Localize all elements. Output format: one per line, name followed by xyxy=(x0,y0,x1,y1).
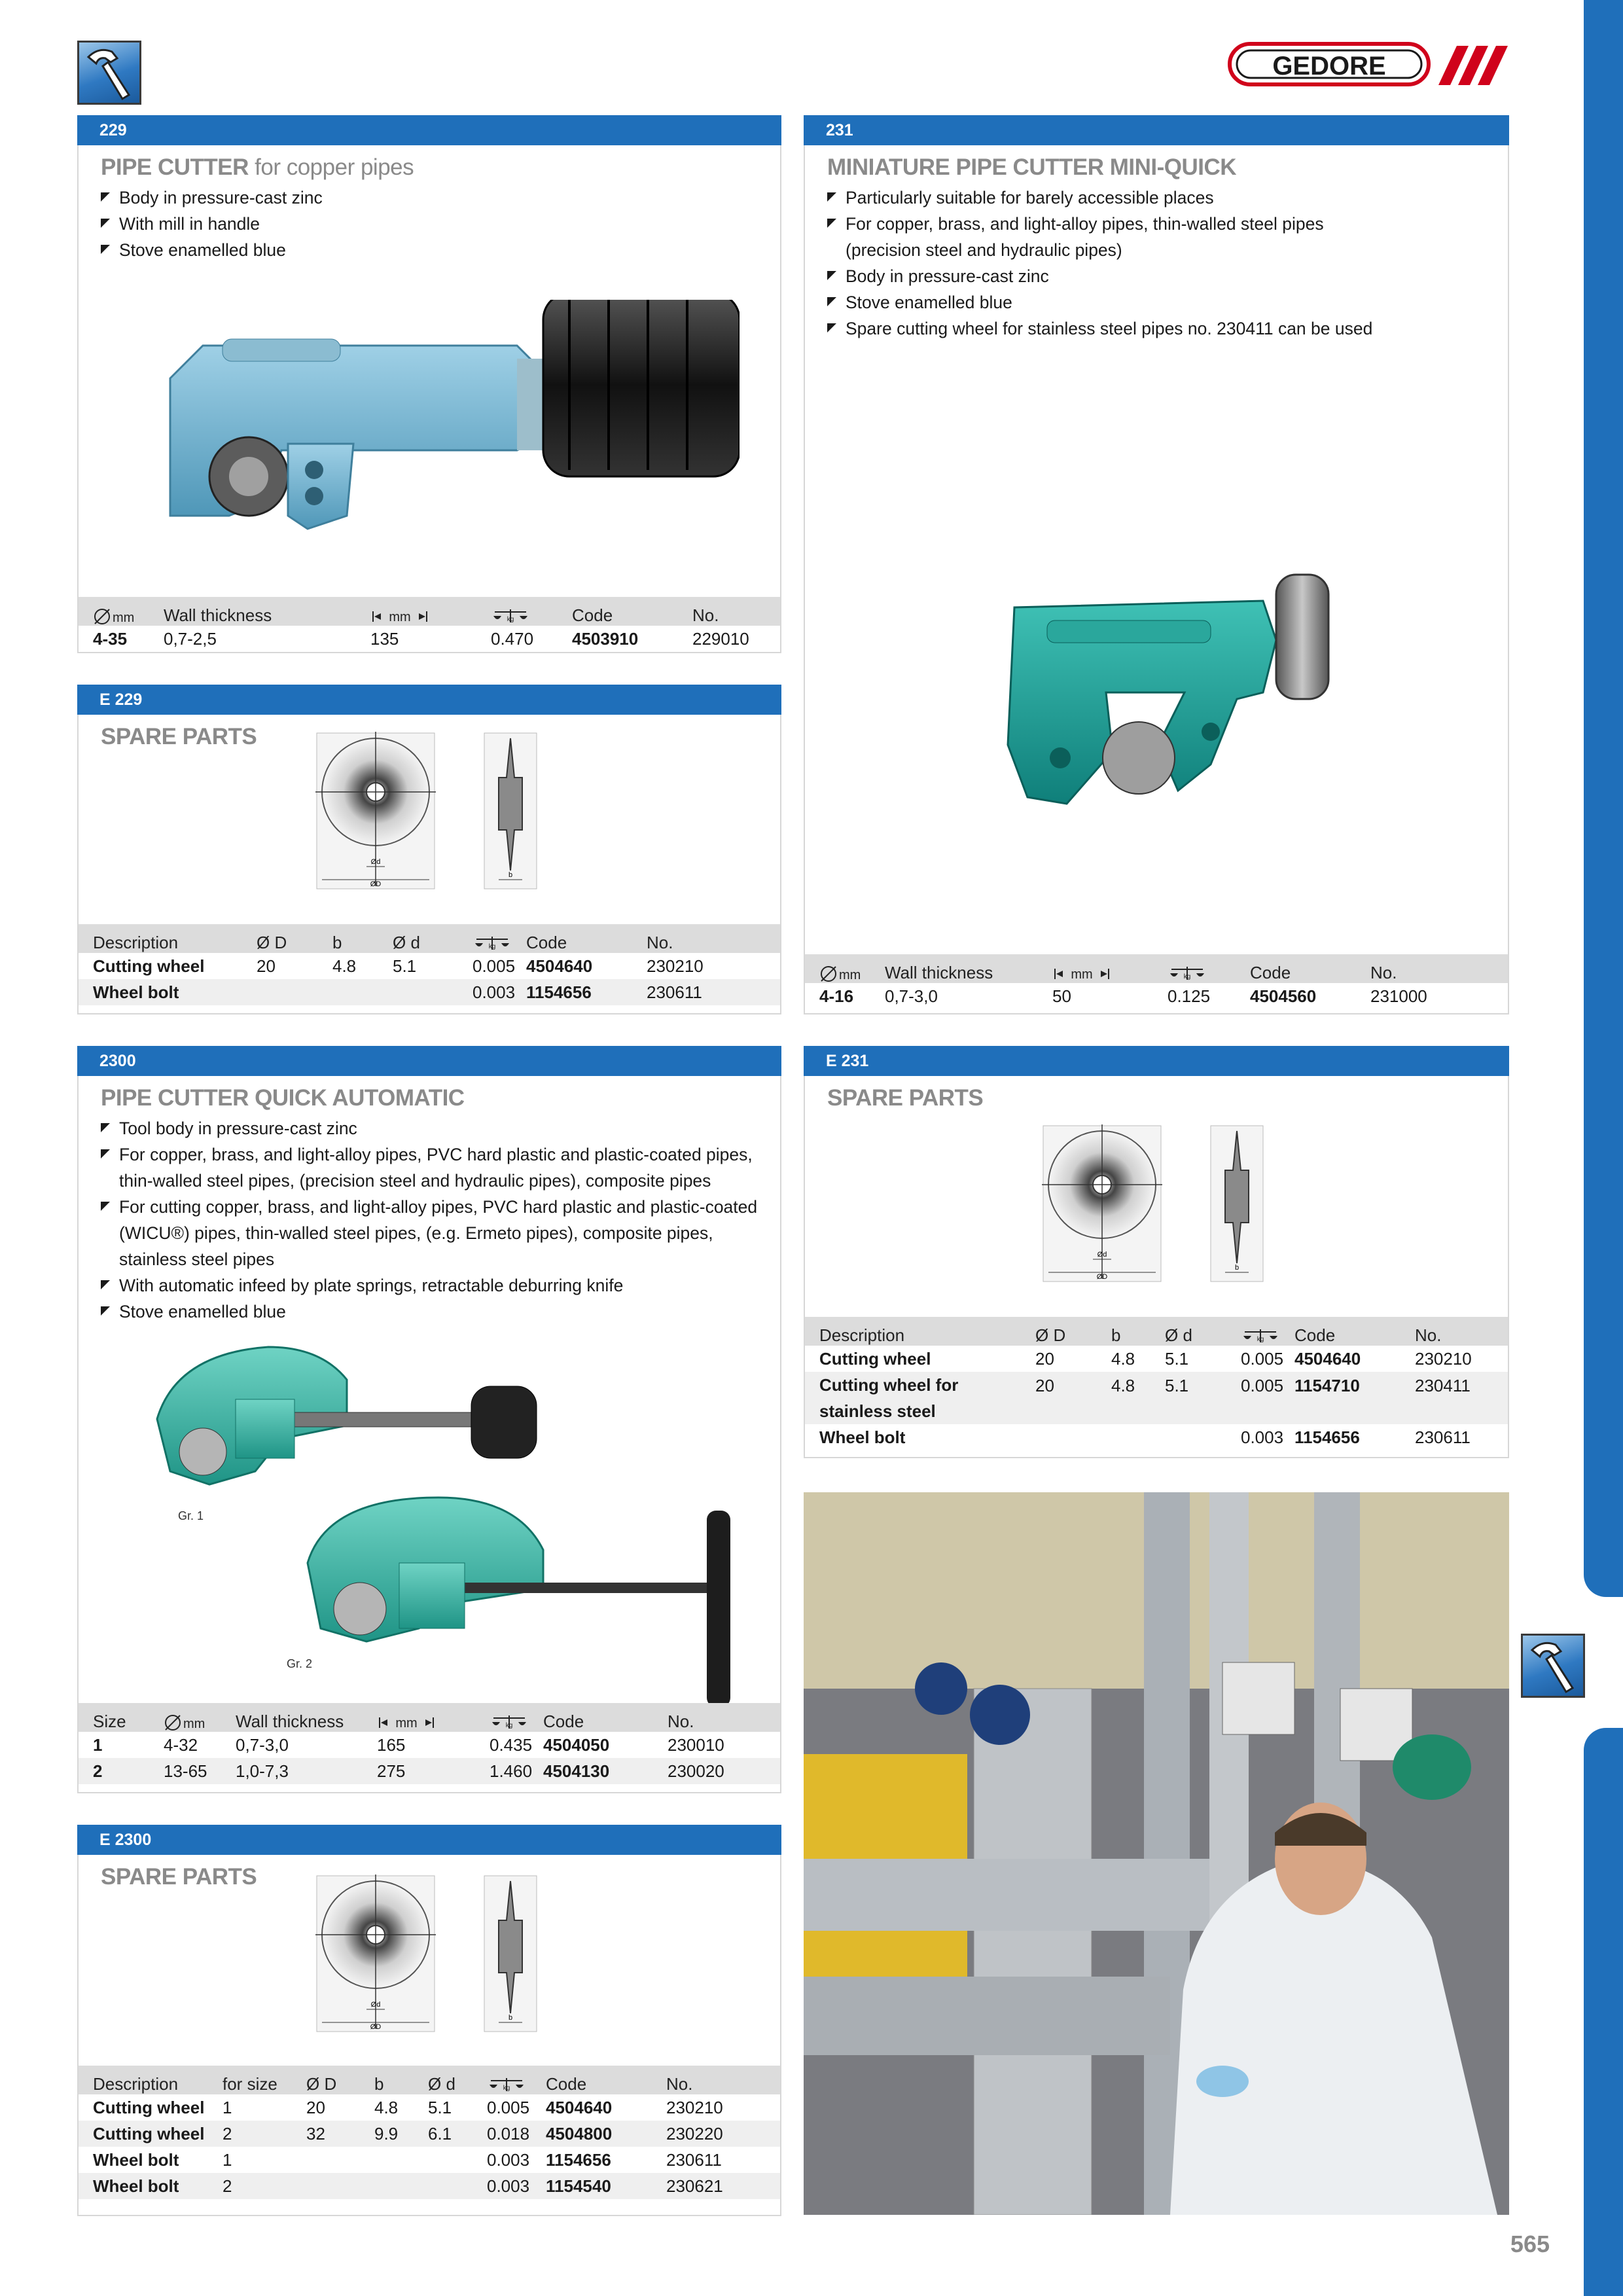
svg-text:b: b xyxy=(1234,1264,1240,1272)
weight-symbol xyxy=(1168,954,1250,983)
page-number: 565 xyxy=(1510,2231,1550,2257)
feature-item: For copper, brass, and light-alloy pipes, PVC hard plastic and plastic-coated pipes, thin-walled steel pipes, (precision steel and hydraulic pipes), composite pipes xyxy=(99,1141,767,1194)
cutting-wheel-diagram xyxy=(315,732,551,895)
svg-text:mm: mm xyxy=(183,1717,205,1731)
svg-text:mm: mm xyxy=(839,968,861,982)
svg-text:mm: mm xyxy=(1071,967,1093,982)
table-row: 4-35 0,7-2,5 135 0.470 4503910 229010 xyxy=(93,628,749,649)
weight-symbol xyxy=(487,2066,546,2094)
table-header: Size mm Wall thickness mm kg Code No. xyxy=(79,1703,780,1732)
product-card-2300 xyxy=(77,1046,781,1793)
product-card-229 xyxy=(77,115,781,653)
cutting-wheel-diagram xyxy=(1042,1124,1277,1288)
col-code: Code xyxy=(572,597,692,626)
spare-parts-card-e229 xyxy=(77,685,781,1014)
spare-parts-card-e2300 xyxy=(77,1825,781,2216)
spare-parts-table xyxy=(79,2066,780,2199)
weight-symbol xyxy=(490,1703,543,1732)
col-code: Code xyxy=(1250,954,1370,983)
feature-item: For cutting copper, brass, and light-alloy pipes, PVC hard plastic and plastic-coated (WICU®) pipes, thin-walled steel pipes, (e.g. Ermeto pipes), composite pipes, stainless steel pipes xyxy=(99,1194,767,1272)
table-row: Cutting wheel 20 4.8 5.1 0.005 4504640 230210 xyxy=(819,1348,1472,1369)
col-wall-thickness: Wall thickness xyxy=(164,597,370,626)
feature-item: Particularly suitable for barely accessible places xyxy=(826,185,1372,211)
feature-item: Body in pressure-cast zinc xyxy=(99,185,323,211)
feature-item: Spare cutting wheel for stainless steel pipes no. 230411 can be used xyxy=(826,315,1372,342)
section-title: SPARE PARTS xyxy=(827,1085,984,1111)
spec-table xyxy=(805,954,1508,1009)
svg-text:Ød: Ød xyxy=(370,2001,381,2009)
table-row: Cutting wheel 2 32 9.9 6.1 0.018 4504800 230220 xyxy=(79,2121,780,2147)
svg-text:b: b xyxy=(508,2014,513,2022)
svg-text:ØD: ØD xyxy=(1096,1273,1108,1281)
mini-pipe-cutter-231-image xyxy=(988,562,1355,836)
image-label-size-2: Gr. 2 xyxy=(287,1657,313,1670)
length-symbol xyxy=(370,597,491,626)
section-number: E 2300 xyxy=(77,1825,781,1855)
length-symbol xyxy=(377,1703,490,1732)
feature-item: With mill in handle xyxy=(99,211,323,237)
table-header xyxy=(805,954,1508,983)
product-title: PIPE CUTTER QUICK AUTOMATIC xyxy=(101,1085,465,1111)
svg-text:mm: mm xyxy=(395,1716,418,1731)
outer-diameter-symbol xyxy=(79,597,164,626)
section-number: E 231 xyxy=(804,1046,1509,1076)
section-number: 231 xyxy=(804,115,1509,145)
feature-list xyxy=(99,185,323,263)
spec-table xyxy=(79,597,780,652)
weight-symbol xyxy=(473,924,526,953)
section-number: 2300 xyxy=(77,1046,781,1076)
weight-symbol xyxy=(491,597,572,626)
feature-item: Stove enamelled blue xyxy=(99,1299,767,1325)
table-row: Cutting wheel 1 20 4.8 5.1 0.005 4504640 230210 xyxy=(93,2097,723,2117)
svg-text:b: b xyxy=(508,871,513,879)
svg-text:kg: kg xyxy=(505,1722,513,1730)
table-row: Cutting wheel for stainless steel 20 4.8 5.1 0.005 1154710 230411 xyxy=(805,1372,1508,1424)
svg-text:ØD: ØD xyxy=(370,880,382,888)
pipe-wrench-category-icon xyxy=(77,41,141,105)
table-row: 1 4-32 0,7-3,0 165 0.435 4504050 230010 xyxy=(93,1734,724,1755)
outer-diameter-symbol xyxy=(805,954,885,983)
feature-item: Stove enamelled blue xyxy=(99,237,323,263)
svg-text:Ød: Ød xyxy=(370,858,381,866)
feature-list xyxy=(99,1115,767,1325)
feature-item-continued: (precision steel and hydraulic pipes) xyxy=(846,240,1122,260)
svg-text:kg: kg xyxy=(488,943,496,951)
table-row: Wheel bolt 1 0.003 1154656 230611 xyxy=(93,2149,722,2170)
svg-text:GEDORE: GEDORE xyxy=(1272,52,1386,81)
table-row: Cutting wheel 20 4.8 5.1 0.005 4504640 230210 xyxy=(93,956,704,976)
installation-photo xyxy=(804,1492,1509,2215)
side-tab-upper xyxy=(1584,0,1623,1597)
outer-diameter-symbol xyxy=(164,1703,236,1732)
section-title: SPARE PARTS xyxy=(101,1864,257,1890)
spare-parts-table xyxy=(79,924,780,1005)
table-row: Wheel bolt 0.003 1154656 230611 xyxy=(819,1427,1471,1447)
cutting-wheel-diagram xyxy=(315,1874,551,2038)
svg-text:mm: mm xyxy=(113,611,135,625)
svg-text:ØD: ØD xyxy=(370,2023,382,2031)
feature-item: Body in pressure-cast zinc xyxy=(826,263,1372,289)
table-header: Description Ø D b Ø d kg Code No. xyxy=(79,924,780,953)
pipe-wrench-side-icon xyxy=(1521,1634,1585,1698)
svg-text:kg: kg xyxy=(1183,973,1191,981)
pipe-cutter-2300-image xyxy=(151,1340,766,1733)
feature-item: Stove enamelled blue xyxy=(826,289,1372,315)
image-label-size-1: Gr. 1 xyxy=(178,1509,204,1522)
spare-parts-table xyxy=(805,1317,1508,1450)
svg-text:kg: kg xyxy=(503,2085,510,2092)
table-row: 4-16 0,7-3,0 50 0.125 4504560 231000 xyxy=(819,986,1427,1006)
svg-text:Ød: Ød xyxy=(1097,1251,1107,1259)
feature-item: Tool body in pressure-cast zinc xyxy=(99,1115,767,1141)
product-card-231 xyxy=(804,115,1509,1014)
feature-item: For copper, brass, and light-alloy pipes, thin-walled steel pipes xyxy=(826,211,1372,237)
table-header: Description Ø D b Ø d kg Code No. xyxy=(805,1317,1508,1346)
length-symbol xyxy=(1052,954,1168,983)
product-title: MINIATURE PIPE CUTTER MINI-QUICK xyxy=(827,154,1237,180)
feature-item: With automatic infeed by plate springs, retractable deburring knife xyxy=(99,1272,767,1299)
spec-table xyxy=(79,1703,780,1784)
col-wall-thickness: Wall thickness xyxy=(885,954,1052,983)
section-number: E 229 xyxy=(77,685,781,715)
svg-text:kg: kg xyxy=(1257,1336,1264,1344)
product-title: PIPE CUTTER for copper pipes xyxy=(101,154,414,180)
svg-text:mm: mm xyxy=(389,610,411,625)
side-tab-lower xyxy=(1584,1728,1623,2296)
table-row: Wheel bolt 0.003 1154656 230611 xyxy=(79,979,780,1005)
weight-symbol xyxy=(1241,1317,1294,1346)
section-title: SPARE PARTS xyxy=(101,724,257,749)
table-row: Wheel bolt 2 0.003 1154540 230621 xyxy=(79,2173,780,2199)
table-header xyxy=(79,597,780,626)
spare-parts-card-e231 xyxy=(804,1046,1509,1458)
col-no: No. xyxy=(1370,954,1508,983)
gedore-logo xyxy=(1228,41,1516,88)
feature-list xyxy=(826,185,1372,342)
table-header: Description for size Ø D b Ø d kg Code No. xyxy=(79,2066,780,2094)
table-row: 2 13-65 1,0-7,3 275 1.460 4504130 230020 xyxy=(79,1758,780,1784)
section-number: 229 xyxy=(77,115,781,145)
col-no: No. xyxy=(692,597,780,626)
svg-text:kg: kg xyxy=(507,616,514,624)
